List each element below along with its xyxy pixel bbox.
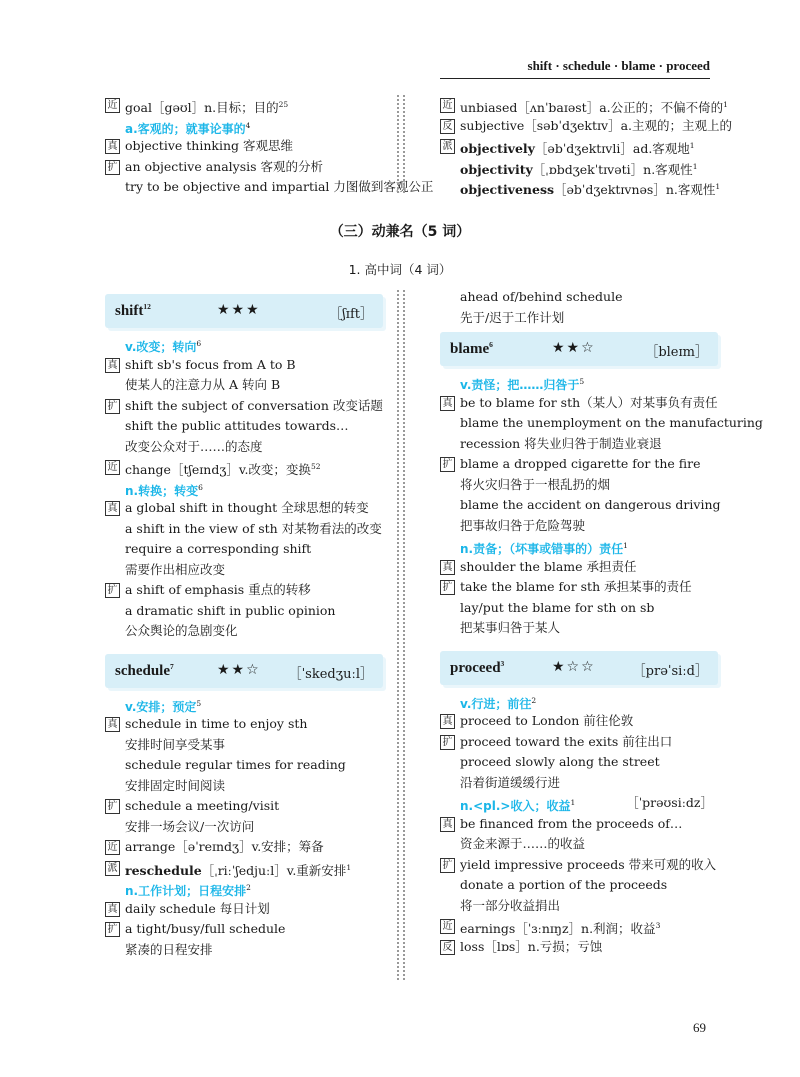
entry-text: 先于/迟于工作计划 — [460, 309, 565, 325]
entry-text: shift the subject of conversation 改变话题 — [125, 397, 383, 413]
entry-line — [105, 817, 383, 838]
entry-text: schedule regular times for reading — [125, 757, 346, 772]
entry-text: proceed slowly along the street — [460, 754, 660, 769]
phonetic: ［bleɪm］ — [645, 345, 708, 360]
star-rating: ★★★ — [217, 302, 261, 318]
phonetic: ［ʃɪft］ — [329, 307, 373, 322]
entry-text: shift the public attitudes towards… — [125, 418, 349, 433]
frequency-count: 7 — [170, 661, 174, 671]
sense-definition: n.责备；（坏事或错事的）责任 — [460, 542, 624, 557]
label-tag: 反 — [440, 940, 455, 955]
entry-line — [440, 136, 730, 157]
derived-word: objectively — [460, 141, 535, 157]
entry-line — [105, 416, 383, 437]
entry-text: 需要作出相应改变 — [125, 561, 226, 577]
entry-text: blame the unemployment on the manufacturing — [460, 415, 763, 430]
entry-line — [105, 116, 395, 137]
entry-line — [105, 755, 383, 776]
entry-text: schedule a meeting/visit — [125, 798, 280, 813]
entry-line — [105, 601, 383, 622]
entry-line — [105, 95, 395, 116]
entry-text: a global shift in thought 全球思想的转变 — [125, 500, 369, 515]
entry-text: proceed to London 前往伦敦 — [460, 713, 634, 728]
frequency-count: 1 — [715, 182, 721, 191]
headword: blame$^6$ — [450, 340, 493, 357]
sense-definition: n.工作计划；日程安排 — [125, 884, 247, 899]
entry-text: ［ˌɒbdʒekˈtɪvəti］n.客观性 — [532, 161, 693, 177]
headword-box — [440, 332, 718, 366]
entry-line — [440, 691, 718, 712]
star-rating: ★★☆ — [552, 340, 596, 356]
label-tag: 真 — [105, 358, 120, 373]
frequency-count: 6 — [196, 339, 202, 348]
entry-text: lay/put the blame for sth on sb — [460, 599, 655, 615]
entry-line — [105, 899, 383, 920]
entry-line — [440, 577, 718, 598]
frequency-count: 6 — [489, 340, 493, 349]
label-tag: 扩 — [105, 799, 120, 814]
label-tag: 真 — [440, 714, 455, 729]
frequency-count: 1 — [692, 161, 698, 171]
sense-definition: v.行进；前往 — [460, 696, 532, 711]
entry-text: ［əbˈdʒektɪvnəs］n.客观性 — [554, 182, 716, 198]
entry-text: subjective［səbˈdʒektɪv］a.主观的；主观上的 — [460, 117, 733, 133]
entry-text: 改变公众对于……的态度 — [125, 438, 263, 454]
frequency-count: 2 — [531, 695, 537, 705]
entry-blame — [440, 332, 763, 639]
entry-line — [440, 711, 718, 732]
entry-text: ［əbˈdʒektɪvli］ad.客观地 — [534, 141, 690, 157]
entry-line — [440, 308, 718, 329]
entry-text: schedule in time to enjoy sth — [125, 716, 308, 731]
entry-line — [440, 732, 718, 753]
left-column — [105, 290, 383, 960]
entry-line — [105, 498, 383, 519]
sense-definition: v.改变；转向 — [125, 340, 197, 355]
entry-text: be to blame for sth（某人）对某事负有责任 — [460, 394, 718, 410]
entry-line — [440, 95, 730, 116]
entry-text: 沿着街道缓缓行进 — [460, 774, 561, 790]
sense-definition: v.安排；预定 — [125, 699, 197, 714]
star-rating: ★★☆ — [217, 661, 261, 678]
entry-text: 将火灾归咎于一根乱扔的烟 — [460, 476, 611, 492]
label-tag: 真 — [440, 396, 455, 411]
label-tag: 反 — [440, 119, 455, 134]
entry-text: daily schedule 每日计划 — [125, 900, 270, 916]
entry-line — [440, 157, 730, 178]
entry-line — [105, 519, 383, 540]
entry-line — [105, 334, 383, 355]
entry-line — [105, 735, 383, 756]
entry-text: a shift of emphasis 重点的转移 — [125, 582, 311, 597]
entry-line — [440, 116, 733, 137]
entry-text: shift sb's focus from A to B — [125, 356, 296, 372]
label-tag: 近 — [105, 98, 120, 113]
derived-word: objectiveness — [460, 182, 555, 198]
entry-text: loss［lɒs］n.亏损；亏蚀 — [460, 938, 603, 954]
entry-text: change［tʃeɪndʒ］v.改变；变换 — [125, 462, 311, 478]
entry-line — [440, 896, 718, 917]
entry-line — [105, 157, 395, 178]
entry-line — [440, 413, 763, 434]
entry-line — [105, 621, 383, 642]
frequency-count: 3 — [655, 921, 661, 930]
entry-text: recession 将失业归咎于制造业衰退 — [460, 435, 662, 451]
frequency-count: 1 — [689, 141, 695, 150]
entry-text: 把事故归咎于危险驾驶 — [460, 517, 586, 533]
label-tag: 扩 — [105, 922, 120, 937]
entry-line — [105, 457, 383, 478]
label-tag: 真 — [105, 139, 120, 154]
entry-text: an objective analysis 客观的分析 — [125, 158, 324, 174]
entry-line — [440, 557, 718, 578]
column-divider-top — [397, 95, 405, 193]
phonetic: ［ˈskedʒuːl］ — [288, 666, 373, 682]
entry-text: require a corresponding shift — [125, 541, 312, 556]
label-tag: 近 — [105, 460, 120, 475]
entry-text: yield impressive proceeds 带来可观的收入 — [460, 856, 717, 872]
label-tag: 扩 — [105, 583, 120, 598]
entry-line — [105, 858, 383, 879]
label-tag: 扩 — [440, 858, 455, 873]
label-tag: 扩 — [105, 399, 120, 414]
entry-text: 公众舆论的急剧变化 — [125, 623, 238, 638]
entry-line — [105, 375, 383, 396]
entry-text: ［ˌriːˈʃedjuːl］v.重新安排 — [201, 862, 347, 878]
entry-text: take the blame for sth 承担某事的责任 — [460, 579, 692, 594]
entry-line — [440, 372, 718, 393]
entry-line — [105, 919, 383, 940]
entry-line — [105, 837, 383, 858]
label-tag: 真 — [440, 817, 455, 832]
entry-line — [440, 855, 718, 876]
entry-line — [105, 776, 383, 797]
frequency-count: 1 — [623, 541, 628, 550]
sense-definition: n.转换；转变 — [125, 483, 199, 498]
entry-line — [440, 475, 718, 496]
entry-text: a tight/busy/full schedule — [125, 921, 286, 936]
frequency-count: 2 — [246, 883, 251, 892]
label-tag: 近 — [440, 98, 455, 113]
sub-title: 1. 高中词（4 词） — [348, 262, 452, 277]
frequency-count: 12 — [143, 302, 151, 311]
entry-shift — [105, 294, 383, 642]
entry-line — [105, 580, 383, 601]
entry-text: 使某人的注意力从 A 转向 B — [125, 377, 281, 392]
label-tag: 真 — [105, 717, 120, 732]
entry-text: 安排固定时间阅读 — [125, 777, 226, 793]
entry-line — [440, 495, 721, 516]
column-divider-main — [397, 290, 405, 980]
top-right-column — [440, 95, 733, 198]
right-column — [440, 287, 763, 957]
label-tag: 近 — [440, 919, 455, 934]
entry-line — [440, 937, 718, 958]
frequency-count: 1 — [723, 100, 728, 109]
entry-text: be financed from the proceeds of… — [460, 815, 683, 831]
entry-line — [105, 136, 395, 157]
label-tag: 近 — [105, 840, 120, 855]
entry-line — [105, 796, 383, 817]
frequency-count: 5 — [196, 698, 202, 708]
label-tag: 派 — [440, 139, 455, 154]
label-tag: 真 — [105, 902, 120, 917]
entry-text: 资金来源于……的收益 — [460, 836, 586, 851]
entry-text: objective thinking 客观思维 — [125, 138, 293, 153]
entry-text: 紧凑的日程安排 — [125, 941, 213, 957]
entry-line — [105, 396, 383, 417]
frequency-count: 3 — [500, 658, 505, 668]
entry-line — [440, 598, 718, 619]
entry-text: ahead of/behind schedule — [460, 289, 623, 304]
label-tag: 真 — [105, 501, 120, 516]
headword-box — [105, 294, 383, 328]
sense-definition: a.客观的；就事论事的 — [125, 121, 246, 136]
entry-line — [105, 539, 383, 560]
headword-box — [440, 651, 718, 685]
frequency-count: 4 — [245, 120, 251, 130]
entry-line — [105, 714, 383, 735]
entry-line — [440, 875, 718, 896]
entry-text: 安排时间享受某事 — [125, 736, 226, 752]
schedule-continued — [440, 287, 718, 328]
entry-line — [440, 834, 718, 855]
entry-text: a dramatic shift in public opinion — [125, 602, 336, 618]
entry-text: goal［gəʊl］n.目标；目的 — [125, 100, 279, 116]
frequency-count: 6 — [198, 482, 203, 492]
frequency-count: 25 — [278, 100, 289, 109]
phonetic: ［ˈprəʊsiːdz］ — [626, 795, 713, 810]
entry-line — [105, 177, 434, 198]
derived-word: reschedule — [125, 862, 202, 878]
top-left-column — [105, 95, 434, 198]
entry-schedule — [105, 654, 383, 961]
entry-text: donate a portion of the proceeds — [460, 877, 668, 892]
entry-line — [440, 287, 718, 308]
phonetic: ［prəˈsiːd］ — [632, 663, 708, 679]
entry-line — [440, 814, 718, 835]
sense-definition: n.<pl.>收入；收益 — [460, 799, 571, 814]
entry-text: 安排一场会议/一次访问 — [125, 818, 255, 834]
entry-text: 将一部分收益捐出 — [460, 897, 561, 913]
entry-text: proceed toward the exits 前往出口 — [460, 733, 673, 749]
entry-text: blame the accident on dangerous driving — [460, 497, 721, 512]
entry-line — [105, 694, 383, 715]
entry-proceed — [440, 651, 718, 958]
label-tag: 扩 — [440, 457, 455, 472]
entry-text: shoulder the blame 承担责任 — [460, 558, 637, 574]
frequency-count: 1 — [570, 798, 576, 807]
entry-line — [440, 793, 718, 814]
label-tag: 扩 — [105, 160, 120, 175]
star-rating: ★☆☆ — [552, 658, 596, 675]
headword: proceed$^3$ — [450, 658, 505, 676]
label-tag: 派 — [105, 861, 120, 876]
entry-text: try to be objective and impartial 力图做到客观公正 — [125, 179, 434, 194]
entry-line — [105, 940, 383, 961]
entry-line — [105, 478, 383, 499]
entry-text: a shift in the view of sth 对某物看法的改变 — [125, 520, 382, 536]
frequency-count: 1 — [346, 862, 352, 872]
entry-line — [440, 516, 718, 537]
entry-line — [440, 536, 718, 557]
entry-line — [440, 177, 730, 198]
entry-text: arrange［əˈreɪndʒ］v.安排；筹备 — [125, 839, 324, 854]
frequency-count: 52 — [310, 462, 321, 471]
entry-line — [440, 454, 718, 475]
entry-line — [105, 878, 383, 899]
headword: shift$^{12}$ — [115, 302, 151, 319]
section-title: （三）动兼名（5 词） — [329, 224, 471, 240]
entry-line — [440, 773, 718, 794]
entry-line — [440, 393, 718, 414]
entry-line — [105, 437, 383, 458]
frequency-count: 5 — [579, 377, 585, 386]
entry-line — [440, 916, 718, 937]
running-header: shift · schedule · blame · proceed — [440, 58, 710, 79]
derived-word: objectivity — [460, 161, 533, 177]
headword-box — [105, 654, 383, 688]
entry-line — [440, 752, 718, 773]
label-tag: 真 — [440, 560, 455, 575]
label-tag: 扩 — [440, 580, 455, 595]
sense-definition: v.责怪；把……归咎于 — [460, 378, 580, 393]
entry-line — [440, 618, 718, 639]
label-tag: 扩 — [440, 735, 455, 750]
entry-line — [440, 434, 718, 455]
entry-text: blame a dropped cigarette for the fire — [460, 456, 701, 471]
page-number: 69 — [693, 1020, 706, 1035]
entry-line — [105, 560, 383, 581]
entry-text: 把某事归咎于某人 — [460, 620, 561, 635]
entry-line — [105, 355, 383, 376]
entry-text: earnings［ˈɜːnɪŋz］n.利润；收益 — [460, 921, 656, 937]
headword: schedule$^7$ — [115, 661, 174, 679]
entry-text: unbiased［ʌnˈbaɪəst］a.公正的；不偏不倚的 — [460, 100, 724, 116]
